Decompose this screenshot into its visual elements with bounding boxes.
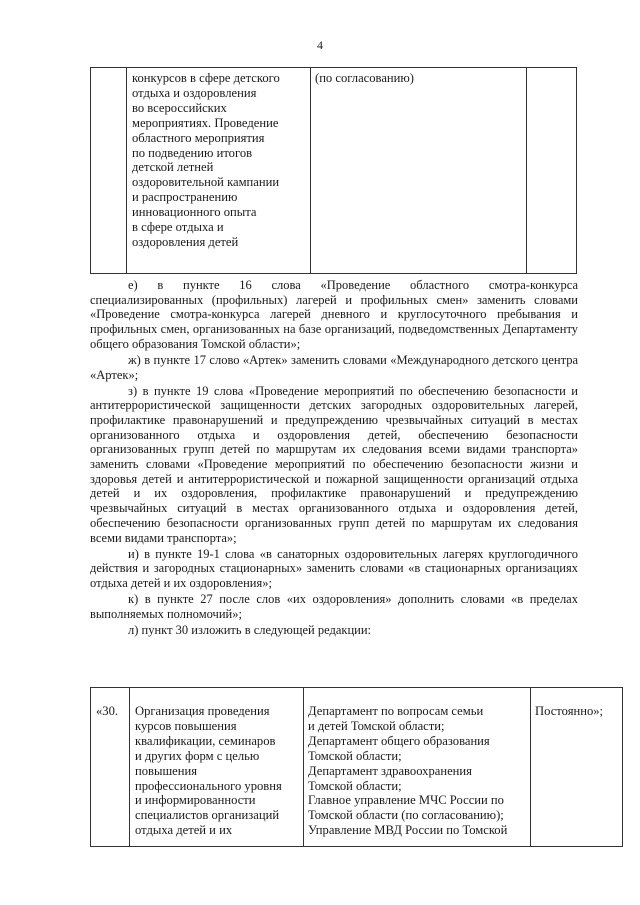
event-cell: [130, 688, 304, 847]
executors-text: Департамент по вопросам семьи и детей Томской области; Департамент общего образования Томской области; Департамент здравоохранения Томской области; Главное управление МЧС России по Томской области (по согласованию); Управление МВД России по Томской: [308, 704, 508, 838]
paragraph-z: з) в пункте 19 слова «Проведение мероприятий по обеспечению безопасности и антитеррористической защищенности детских загородных оздоровительных лагерей, профилактике правонарушений и предупреждению чрезвычайных ситуаций в местах организованного отдыха и оздоровления детей, обеспечению безопасности организованных групп детей по маршрутам их следования всеми видами транспорта» заменить словами «Проведение мероприятий по обеспечению безопасности жизни и здоровья детей и антитеррористической и пожарной защищенности организаций отдыха детей и их оздоровления, профилактике правонарушений и предупреждению чрезвычайных ситуаций в местах организованного отдыха и оздоровления детей, обеспечению безопасности организованных групп детей по маршрутам их следования всеми видами транспорта»;: [90, 383, 578, 545]
paragraph-e: е) в пункте 16 слова «Проведение областного смотра-конкурса специализированных (профильных) лагерей и профильных смен» заменить словами «Проведение смотра-конкурса лагерей дневного и круглосуточного пребывания и профильных смен, организованных на базе организаций, подведомственных Департаменту общего образования Томской области»;: [90, 278, 578, 351]
row-number: «30.: [96, 704, 119, 718]
plan-table-item-30: [90, 687, 623, 847]
paragraph-i: и) в пункте 19-1 слова «в санаторных оздоровительных лагерях круглогодичного действия и загородных стационарных» заменить словами «в стационарных организациях отдыха детей и их оздоровления»;: [90, 546, 578, 590]
deadline-cell: [531, 688, 623, 847]
paragraph-zh: ж) в пункте 17 слово «Артек» заменить словами «Международного детского центра «Артек»;: [90, 352, 578, 382]
event-text: Организация проведения курсов повышения квалификации, семинаров и других форм с целью повышения профессионального уровня и информированности специалистов организаций отдыха детей и их: [135, 704, 282, 838]
executors-text: (по согласованию): [315, 71, 415, 85]
event-text: конкурсов в сфере детского отдыха и оздоровления во всероссийских мероприятиях. Проведение областного мероприятия по подведению итогов детской летней оздоровительной кампании и распространению инновационного опыта в сфере отдыха и оздоровления детей: [132, 71, 280, 249]
plan-table-continuation: [90, 67, 577, 274]
executors-cell: [311, 68, 527, 274]
page-number: 4: [317, 38, 323, 52]
paragraph-l: л) пункт 30 изложить в следующей редакции:: [128, 622, 371, 637]
table-row: [91, 68, 577, 274]
paragraph-k: к) в пункте 27 после слов «их оздоровления» дополнить словами «в пределах выполняемых полномочий»;: [90, 591, 578, 621]
executors-cell: [304, 688, 531, 847]
deadline-cell: [527, 68, 577, 274]
amendments-text: [90, 278, 578, 639]
deadline-text: Постоянно»;: [535, 704, 604, 718]
event-cell: [127, 68, 311, 274]
row-number-cell: [91, 68, 127, 274]
table-row: [91, 688, 623, 847]
row-number-cell: [91, 688, 130, 847]
